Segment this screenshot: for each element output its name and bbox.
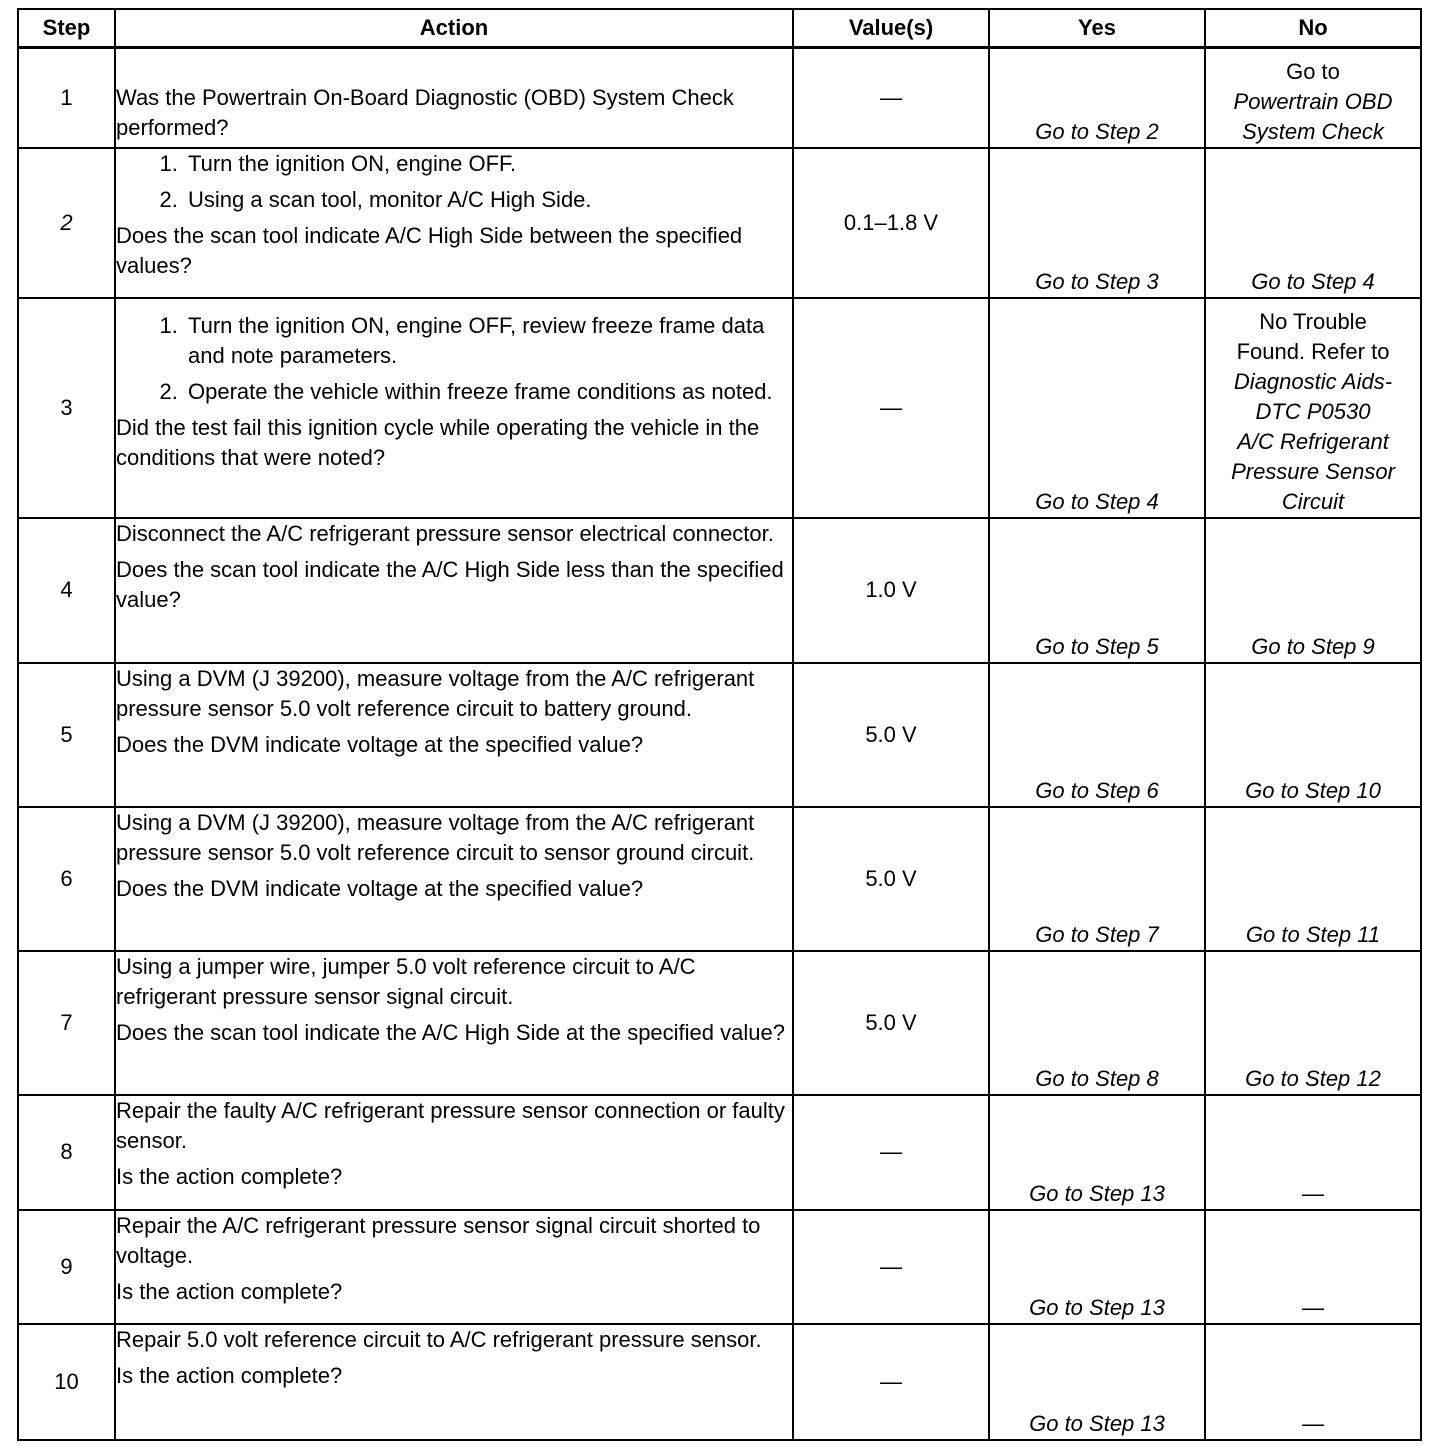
action-question: Does the DVM indicate voltage at the specified value?: [116, 875, 644, 901]
no-cell: [1205, 48, 1421, 148]
value-cell: 5.0 V: [793, 663, 989, 807]
table-row: [18, 663, 1421, 807]
table-row: [18, 298, 1421, 518]
no-cell: Go to Step 10: [1205, 663, 1421, 807]
action-question: Is the action complete?: [116, 1362, 343, 1388]
action-cell: [115, 1210, 793, 1324]
no-line: DTC P0530: [1255, 398, 1371, 424]
action-text: Was the Powertrain On-Board Diagnostic (OBD) System Check performed?: [116, 85, 734, 140]
step-number: 6: [18, 807, 115, 951]
action-text: Repair the faulty A/C refrigerant pressure sensor connection or faulty sensor.: [116, 1097, 785, 1153]
action-step: 2. Using a scan tool, monitor A/C High Side.: [184, 185, 792, 215]
action-question: Does the DVM indicate voltage at the specified value?: [116, 731, 644, 757]
value-cell: —: [793, 1210, 989, 1324]
value-cell: —: [793, 1324, 989, 1440]
action-cell: [115, 518, 793, 663]
value-cell: 0.1–1.8 V: [793, 148, 989, 298]
no-cell: Go to Step 12: [1205, 951, 1421, 1095]
action-step: 2. Operate the vehicle within freeze frame conditions as noted.: [184, 377, 792, 407]
yes-cell: Go to Step 4: [989, 298, 1205, 518]
action-text: Using a jumper wire, jumper 5.0 volt reference circuit to A/C refrigerant pressure sensor signal circuit.: [116, 953, 696, 1009]
no-cell: —: [1205, 1210, 1421, 1324]
value-cell: —: [793, 1095, 989, 1210]
no-cell: —: [1205, 1324, 1421, 1440]
no-line: Diagnostic Aids-: [1233, 368, 1393, 394]
step-number: 3: [18, 298, 115, 518]
yes-cell: Go to Step 13: [989, 1095, 1205, 1210]
step-number: 2: [18, 148, 115, 298]
action-question: Does the scan tool indicate the A/C High Side less than the specified value?: [116, 556, 784, 612]
header-no: No: [1205, 9, 1421, 48]
action-question: Is the action complete?: [116, 1278, 343, 1304]
no-line: System Check: [1242, 118, 1384, 144]
no-cell: —: [1205, 1095, 1421, 1210]
action-cell: [115, 1324, 793, 1440]
yes-cell: Go to Step 3: [989, 148, 1205, 298]
action-steps: [116, 149, 792, 215]
yes-cell: Go to Step 13: [989, 1324, 1205, 1440]
value-cell: 5.0 V: [793, 807, 989, 951]
step-number: 4: [18, 518, 115, 663]
yes-cell: Go to Step 2: [989, 48, 1205, 148]
value-cell: —: [793, 298, 989, 518]
step-number: 10: [18, 1324, 115, 1440]
action-step: 1. Turn the ignition ON, engine OFF.: [184, 149, 792, 179]
no-line: No Trouble: [1259, 308, 1367, 334]
yes-cell: Go to Step 5: [989, 518, 1205, 663]
no-cell: Go to Step 11: [1205, 807, 1421, 951]
step-number: 9: [18, 1210, 115, 1324]
header-yes: Yes: [989, 9, 1205, 48]
value-cell: 1.0 V: [793, 518, 989, 663]
header-values: Value(s): [793, 9, 989, 48]
yes-cell: Go to Step 6: [989, 663, 1205, 807]
action-question: Did the test fail this ignition cycle while operating the vehicle in the conditions that were noted?: [116, 414, 760, 470]
no-line: Pressure Sensor: [1231, 458, 1395, 484]
table-row: [18, 1095, 1421, 1210]
table-row: [18, 807, 1421, 951]
table-row: [18, 148, 1421, 298]
yes-cell: Go to Step 13: [989, 1210, 1205, 1324]
yes-cell: Go to Step 7: [989, 807, 1205, 951]
action-text: Repair 5.0 volt reference circuit to A/C refrigerant pressure sensor.: [116, 1326, 762, 1352]
action-cell: [115, 1095, 793, 1210]
action-text: Using a DVM (J 39200), measure voltage from the A/C refrigerant pressure sensor 5.0 volt reference circuit to battery ground.: [116, 665, 755, 721]
table-row: [18, 48, 1421, 148]
no-cell: [1205, 298, 1421, 518]
no-line: A/C Refrigerant: [1237, 428, 1389, 454]
table-row: [18, 518, 1421, 663]
action-question: Does the scan tool indicate the A/C High Side at the specified value?: [116, 1019, 785, 1045]
value-cell: 5.0 V: [793, 951, 989, 1095]
step-number: 1: [18, 48, 115, 148]
no-line: Circuit: [1281, 488, 1345, 514]
no-line: Go to: [1286, 58, 1340, 84]
action-cell: [115, 951, 793, 1095]
action-cell: [115, 148, 793, 298]
header-action: Action: [115, 9, 793, 48]
diagnostic-table: [17, 8, 1422, 1441]
table-row: [18, 951, 1421, 1095]
action-text: Disconnect the A/C refrigerant pressure sensor electrical connector.: [116, 520, 774, 546]
action-steps: [116, 311, 792, 407]
table-row: [18, 1210, 1421, 1324]
action-question: Does the scan tool indicate A/C High Side between the specified values?: [116, 222, 743, 278]
no-line: Powertrain OBD: [1233, 88, 1393, 114]
action-cell: [115, 48, 793, 148]
action-cell: [115, 298, 793, 518]
action-cell: [115, 663, 793, 807]
action-text: Using a DVM (J 39200), measure voltage from the A/C refrigerant pressure sensor 5.0 volt reference circuit to sensor ground circuit.: [116, 809, 755, 865]
action-question: Is the action complete?: [116, 1163, 343, 1189]
action-step: 1. Turn the ignition ON, engine OFF, review freeze frame data and note parameters.: [184, 311, 792, 371]
header-row: [18, 9, 1421, 48]
no-cell: Go to Step 4: [1205, 148, 1421, 298]
no-cell: Go to Step 9: [1205, 518, 1421, 663]
action-text: Repair the A/C refrigerant pressure sensor signal circuit shorted to voltage.: [116, 1212, 761, 1268]
yes-cell: Go to Step 8: [989, 951, 1205, 1095]
table-row: [18, 1324, 1421, 1440]
action-cell: [115, 807, 793, 951]
value-cell: —: [793, 48, 989, 148]
step-number: 8: [18, 1095, 115, 1210]
step-number: 5: [18, 663, 115, 807]
step-number: 7: [18, 951, 115, 1095]
no-line: Found. Refer to: [1236, 338, 1390, 364]
header-step: Step: [18, 9, 115, 48]
